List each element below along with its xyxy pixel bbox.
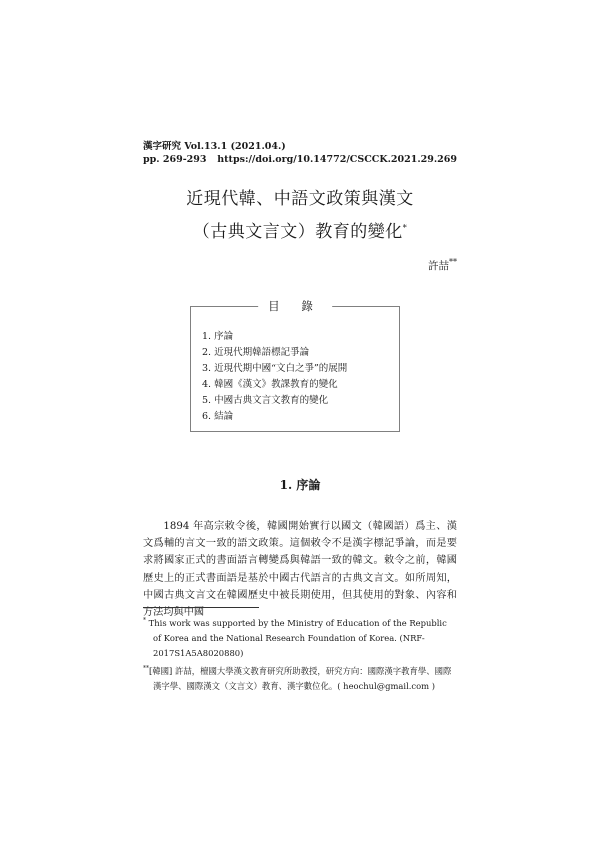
paper-title-line-2: [143, 219, 457, 245]
author-line: [428, 258, 457, 273]
footnote-1: [143, 616, 457, 661]
table-of-contents: [190, 299, 400, 432]
journal-header: [143, 141, 457, 153]
footnote-2-text: [韓國] 許喆，檀國大學漢文教育研究所助教授，研究方向：國際漢字教育學、國際漢字學、國際漢文（文言文）教育、漢字數位化。( heochul@gmail.com ): [149, 666, 452, 691]
toc-heading: 目 錄: [258, 298, 332, 314]
footnote-divider: [143, 607, 259, 608]
footnotes: [143, 616, 457, 697]
toc-item[interactable]: 1. 序論: [202, 331, 234, 342]
author-footnote-marker[interactable]: **: [449, 257, 457, 267]
doi-link[interactable]: https://doi.org/10.14772/CSCCK.2021.29.269: [217, 154, 457, 165]
author-name: 許喆: [428, 260, 449, 272]
title-text-1: 近現代韓、中語文政策與漢文: [186, 189, 414, 209]
toc-list: [202, 329, 347, 425]
footnote-1-text: This work was supported by the Ministry of Education of the Republic of Korea and the National Research Foundation of Korea. (NRF-2017S1A5A8020880): [148, 618, 447, 658]
journal-meta-row: [143, 154, 457, 166]
toc-item[interactable]: 4. 韓國《漢文》教課教育的變化: [202, 379, 338, 390]
paper-title-line-1: [143, 186, 457, 212]
toc-item[interactable]: 5. 中國古典文言文教育的變化: [202, 395, 329, 406]
section-heading-introduction: 1. 序論: [279, 478, 321, 492]
journal-name: 漢字研究 Vol.13.1 (2021.04.): [143, 141, 286, 152]
footnote-2: [143, 664, 457, 694]
toc-item[interactable]: 3. 近現代期中國“文白之爭”的展開: [202, 363, 348, 374]
footnote-2-marker: **: [143, 665, 149, 673]
footnote-1-marker: *: [143, 617, 146, 625]
toc-item[interactable]: 2. 近現代期韓語標記爭論: [202, 347, 310, 358]
body-paragraph: 1894 年高宗敕令後，韓國開始實行以國文（韓國語）爲主、漢文爲輔的言文一致的語文政策。這個敕令不是漢字標記爭論，而是要求將國家正式的書面語言轉變爲與韓語一致的韓文。敕令之前，韓國歷史上的正式書面語是基於中國古代語言的古典文言文。如所周知，中國古典文言文在韓國歷史中被長期使用，但其使用的對象、內容和方法均與中國: [143, 521, 457, 619]
page-range: pp. 269-293: [143, 154, 207, 165]
title-footnote-marker[interactable]: *: [402, 223, 408, 233]
title-text-2: （古典文言文）教育的變化: [192, 222, 403, 242]
toc-item[interactable]: 6. 結論: [202, 411, 234, 422]
